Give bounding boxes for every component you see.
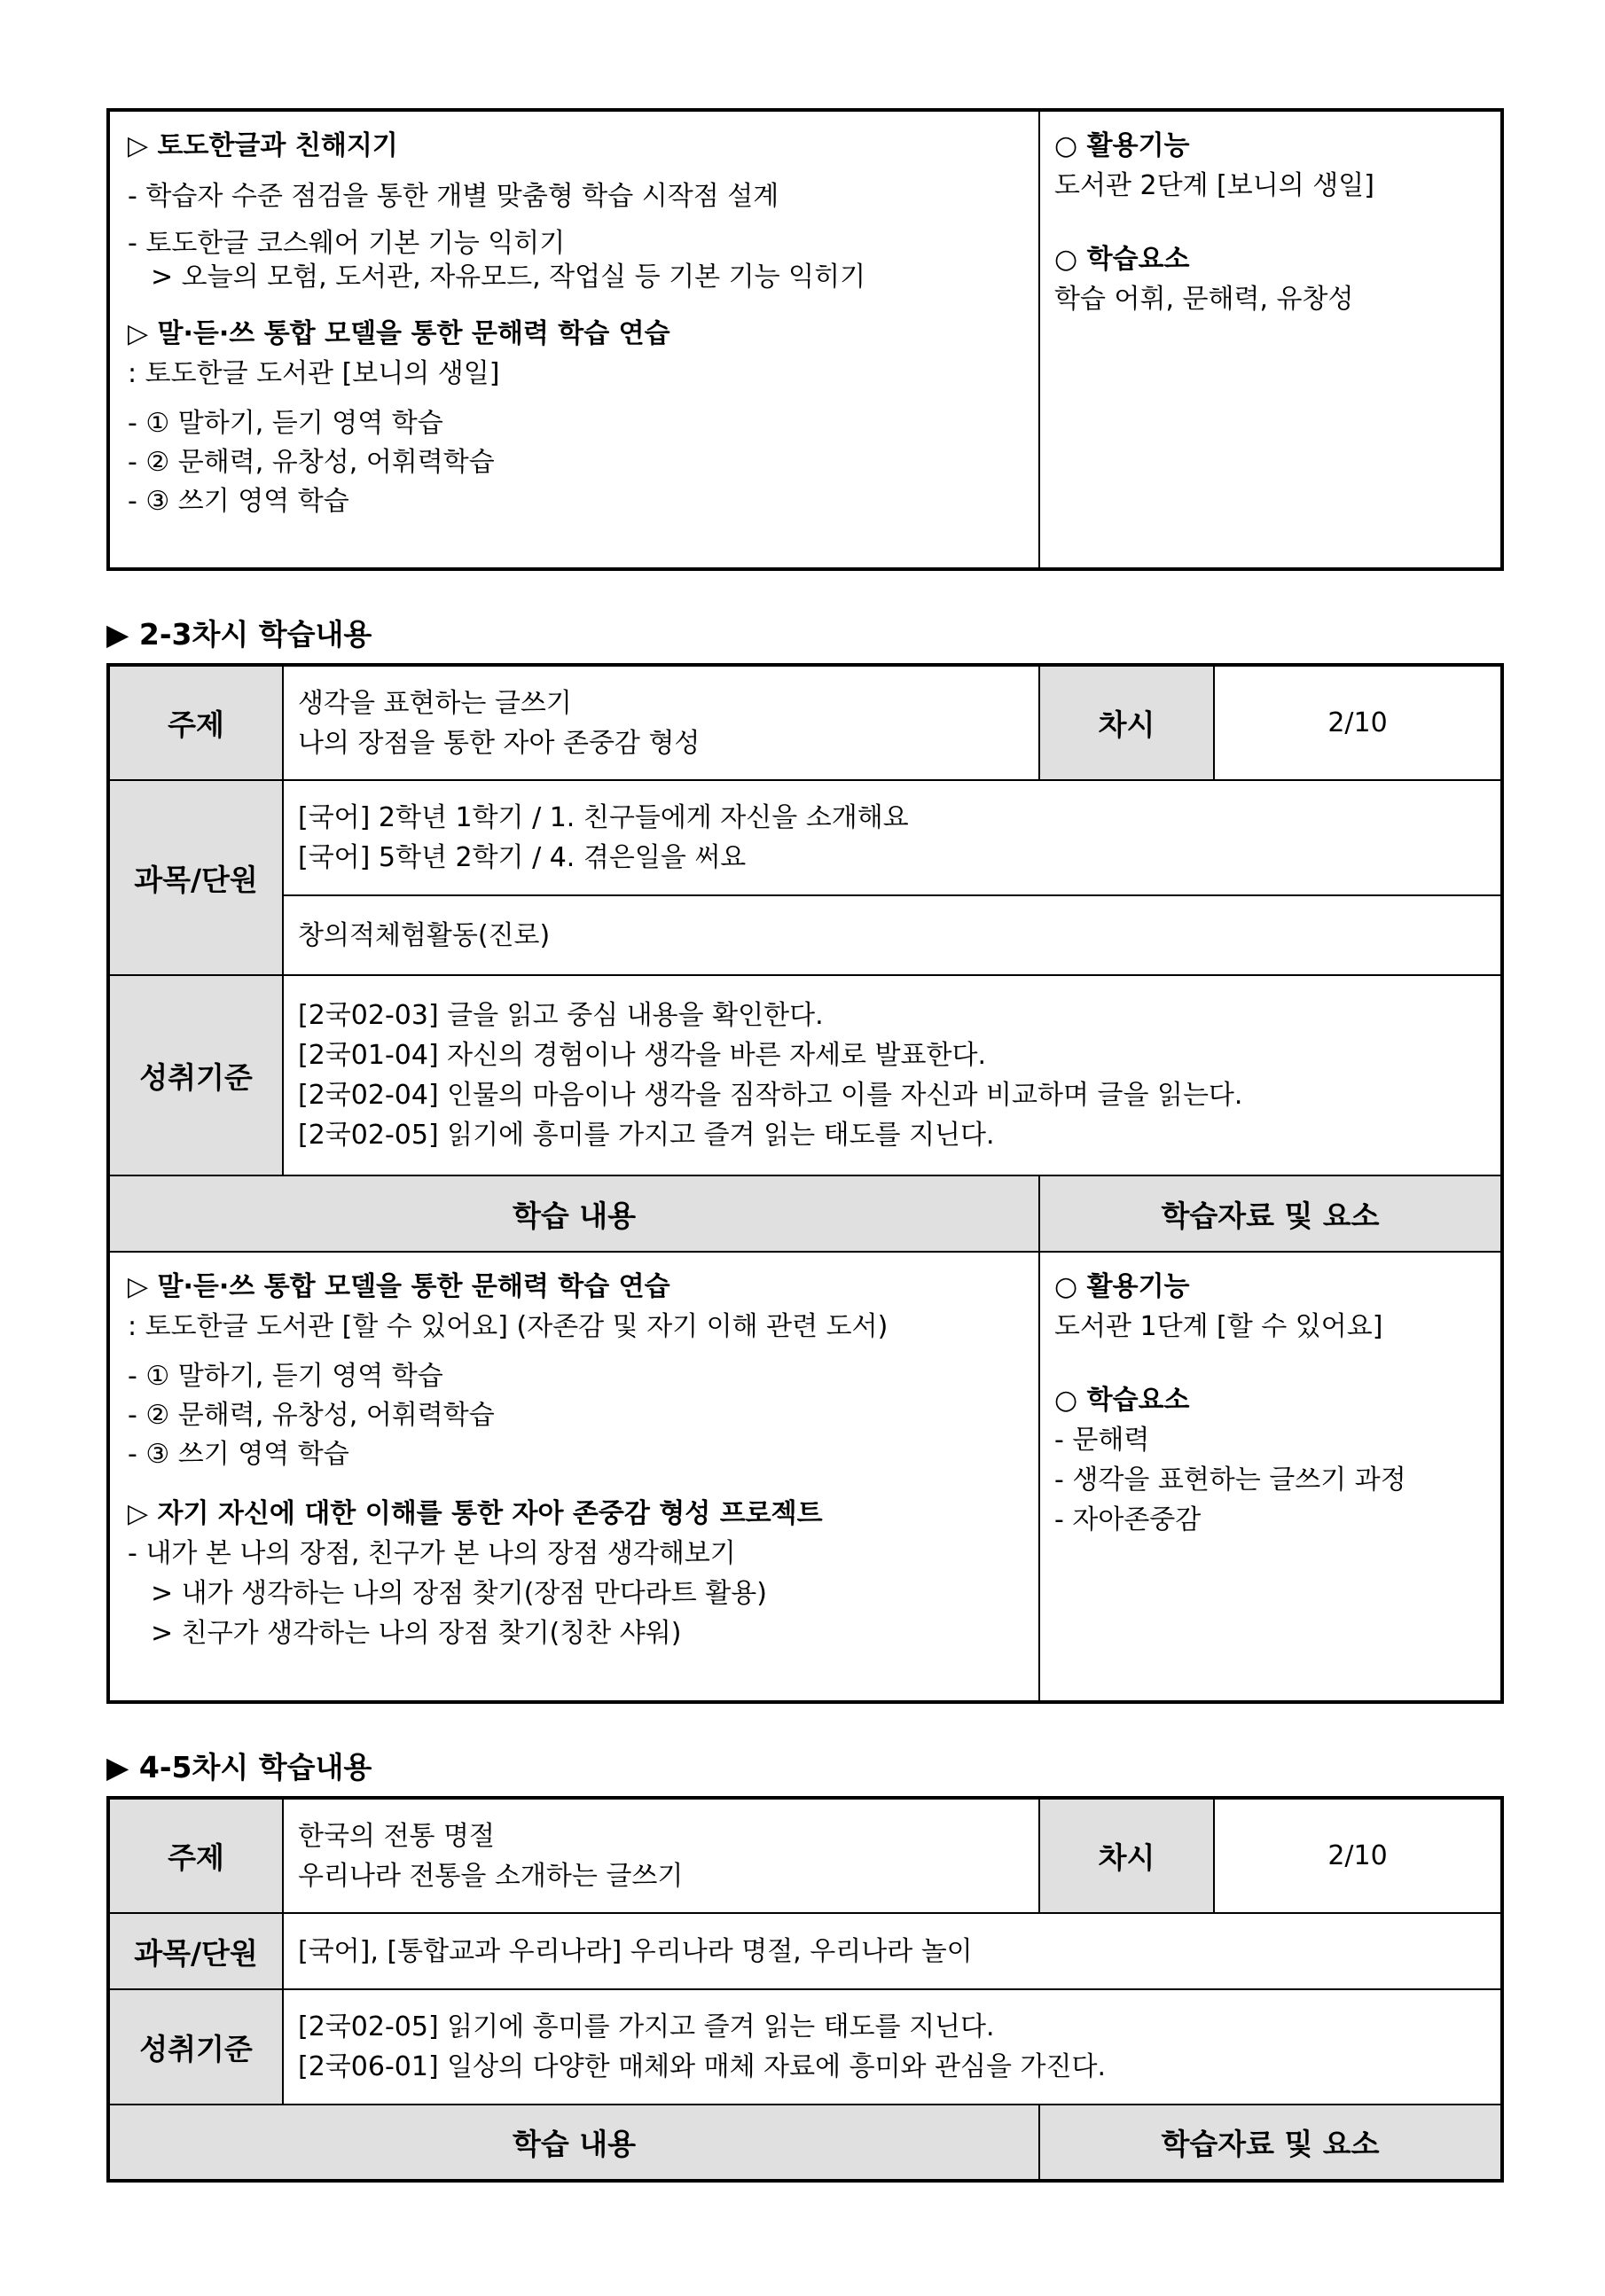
standard-line: [2국02-05] 읽기에 흥미를 가지고 즐겨 읽는 태도를 지닌다. (298, 1120, 995, 1151)
section-title-4-5: ▶ 4-5차시 학습내용 (106, 1750, 372, 1784)
subject-label: 과목/단원 (108, 780, 283, 975)
feature-heading: ○ 활용기능 (1054, 1271, 1190, 1302)
subject-extra: 창의적체험활동(진로) (283, 895, 1502, 975)
element-heading: ○ 학습요소 (1054, 1385, 1190, 1416)
intro-line: - 토도한글 코스웨어 기본 기능 익히기 (128, 228, 566, 259)
topic-line: 우리나라 전통을 소개하는 글쓰기 (298, 1860, 684, 1892)
subject-label: 과목/단원 (108, 1913, 283, 1989)
subject-value (283, 780, 1502, 895)
subject-line: [국어] 2학년 1학기 / 1. 친구들에게 자신을 소개해요 (298, 802, 909, 833)
intro-line: - ② 문해력, 유창성, 어휘력학습 (128, 447, 495, 478)
standard-value (283, 975, 1502, 1175)
learning-content-cell (108, 1252, 1039, 1702)
session-value: 2/10 (1214, 1798, 1502, 1913)
standard-line: [2국06-01] 일상의 다양한 매체와 매체 자료에 흥미와 관심을 가진다. (298, 2051, 1107, 2082)
topic-line: 생각을 표현하는 글쓰기 (298, 687, 572, 719)
standard-line: [2국02-05] 읽기에 흥미를 가지고 즐겨 읽는 태도를 지닌다. (298, 2011, 995, 2042)
material-header: 학습자료 및 요소 (1039, 1175, 1502, 1252)
session-label: 차시 (1039, 665, 1214, 780)
subject-line: [국어] 5학년 2학기 / 4. 겪은일을 써요 (298, 842, 747, 873)
standard-line: [2국01-04] 자신의 경험이나 생각을 바른 자세로 발표한다. (298, 1040, 987, 1071)
intro-line: - ① 말하기, 듣기 영역 학습 (128, 408, 443, 439)
standard-label: 성취기준 (108, 1989, 283, 2105)
standard-label: 성취기준 (108, 975, 283, 1175)
intro-learning-content-cell (108, 110, 1039, 569)
intro-line: - ③ 쓰기 영역 학습 (128, 486, 349, 517)
content-line: - ② 문해력, 유창성, 어휘력학습 (128, 1400, 495, 1431)
content-heading-selfesteem: ▷ 자기 자신에 대한 이해를 통한 자아 존중감 형성 프로젝트 (128, 1498, 823, 1529)
session-value: 2/10 (1214, 665, 1502, 780)
content-subline: > 친구가 생각하는 나의 장점 찾기(칭찬 샤워) (151, 1618, 682, 1649)
content-line: - 내가 본 나의 장점, 친구가 본 나의 장점 생각해보기 (128, 1538, 736, 1569)
intro-line: : 토도한글 도서관 [보니의 생일] (128, 358, 500, 389)
lesson-table-4-5 (106, 1796, 1504, 2183)
intro-materials-cell (1039, 110, 1502, 569)
lesson-table-2-3 (106, 663, 1504, 1704)
intro-heading-literacy: ▷ 말·듣·쓰 통합 모델을 통한 문해력 학습 연습 (128, 318, 670, 349)
material-header: 학습자료 및 요소 (1039, 2105, 1502, 2181)
subject-value: [국어], [통합교과 우리나라] 우리나라 명절, 우리나라 놀이 (283, 1913, 1502, 1989)
content-line: - ① 말하기, 듣기 영역 학습 (128, 1361, 443, 1392)
element-item: - 생각을 표현하는 글쓰기 과정 (1054, 1464, 1406, 1496)
feature-value: 도서관 1단계 [할 수 있어요] (1054, 1311, 1383, 1342)
intro-feature-value: 도서관 2단계 [보니의 생일] (1054, 170, 1374, 201)
topic-label: 주제 (108, 665, 283, 780)
standard-line: [2국02-03] 글을 읽고 중심 내용을 확인한다. (298, 1000, 824, 1031)
materials-cell (1039, 1252, 1502, 1702)
content-subline: > 내가 생각하는 나의 장점 찾기(장점 만다라트 활용) (151, 1578, 767, 1609)
content-line: : 토도한글 도서관 [할 수 있어요] (자존감 및 자기 이해 관련 도서) (128, 1311, 889, 1342)
content-header: 학습 내용 (108, 1175, 1039, 1252)
intro-content-table (106, 108, 1504, 571)
intro-element-value: 학습 어휘, 문해력, 유창성 (1054, 284, 1354, 315)
element-item: - 문해력 (1054, 1425, 1150, 1456)
intro-line: - 학습자 수준 점검을 통한 개별 맞춤형 학습 시작점 설계 (128, 181, 779, 212)
session-label: 차시 (1039, 1798, 1214, 1913)
topic-line: 나의 장점을 통한 자아 존중감 형성 (298, 727, 701, 759)
topic-value (283, 665, 1039, 780)
topic-label: 주제 (108, 1798, 283, 1913)
topic-line: 한국의 전통 명절 (298, 1820, 495, 1852)
intro-heading-todo: ▷ 토도한글과 친해지기 (128, 130, 398, 161)
standard-line: [2국02-04] 인물의 마음이나 생각을 짐작하고 이를 자신과 비교하며 글을 읽는다. (298, 1080, 1243, 1111)
content-line: - ③ 쓰기 영역 학습 (128, 1439, 349, 1470)
intro-element-heading: ○ 학습요소 (1054, 244, 1190, 275)
content-heading-literacy: ▷ 말·듣·쓰 통합 모델을 통한 문해력 학습 연습 (128, 1271, 670, 1302)
document-page (106, 108, 1500, 2183)
intro-subline: > 오늘의 모험, 도서관, 자유모드, 작업실 등 기본 기능 익히기 (151, 262, 866, 293)
intro-feature-heading: ○ 활용기능 (1054, 130, 1190, 161)
element-item: - 자아존중감 (1054, 1504, 1202, 1535)
section-title-2-3: ▶ 2-3차시 학습내용 (106, 617, 372, 652)
topic-value (283, 1798, 1039, 1913)
content-header: 학습 내용 (108, 2105, 1039, 2181)
standard-value (283, 1989, 1502, 2105)
